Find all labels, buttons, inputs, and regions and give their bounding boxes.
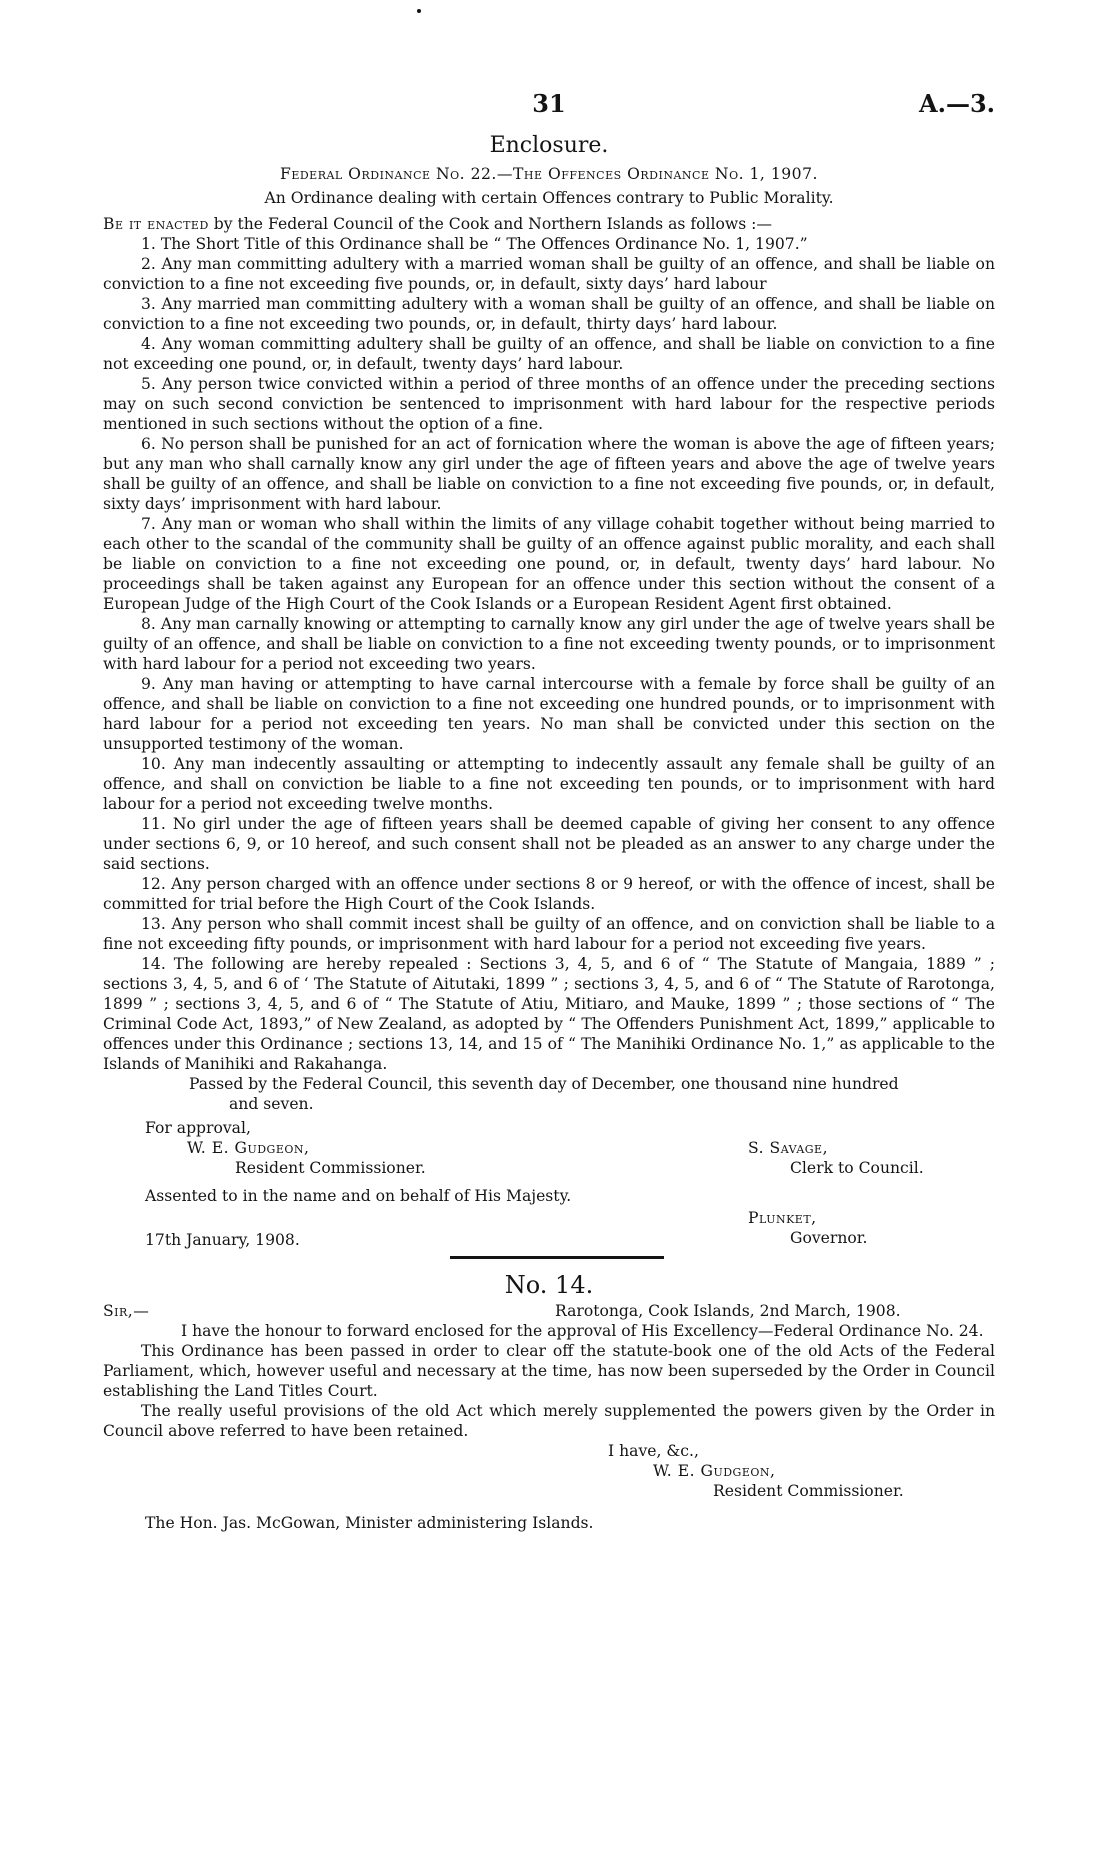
section-3: 3. Any married man committing adultery with a woman shall be guilty of an offence, and shall be liable on conviction to a fine not exceeding two pounds, or, in default, thirty days’ hard labour. [103,295,995,333]
commissioner-signature [145,1118,426,1178]
passed-line-continued: and seven. [229,1095,314,1113]
section-14: 14. The following are hereby repealed : Sections 3, 4, 5, and 6 of “ The Statute of Mangaia, 1889 ” ; sections 3, 4, 5, and 6 of ‘ The Statute of Aitutaki, 1899 ” ; sections 3, 4, 5, and 6 of “ The Statute of Rarotonga, 1899 ” ; sections 3, 4, 5, and 6 of “ The Statute of Atiu, Mitiaro, and Mauke, 1899 ” ; those sections of “ The Criminal Code Act, 1893,” of New Zealand, as adopted by “ The Offenders Punishment Act, 1899,” applicable to offences under this Ordinance ; sections 13, 14, and 15 of “ The Manihiki Ordinance No. 1,” as applicable to the Islands of Manihiki and Rakahanga. [103,955,995,1073]
letter-number: No. 14. [504,1271,594,1299]
section-10: 10. Any man indecently assaulting or attempting to indecently assault any female shall be guilty of an offence, and shall on conviction be liable to a fine not exceeding ten pounds, or to imprisonment with hard labour for a period not exceeding twelve months. [103,755,995,813]
section-13: 13. Any person who shall commit incest shall be guilty of an offence, and on conviction shall be liable to a fine not exceeding fifty pounds, or imprisonment with hard labour for a period not exceeding five years. [103,915,995,953]
assent-text: Assented to in the name and on behalf of His Majesty. [145,1187,572,1205]
clerk-title: Clerk to Council. [790,1159,924,1177]
closing-name: W. E. Gudgeon, [653,1462,776,1480]
closing-phrase: I have, &c., [608,1442,699,1460]
governor-signature [748,1208,867,1248]
section-divider [450,1256,664,1259]
assent-date: 17th January, 1908. [145,1231,300,1249]
letter-paragraph-1: I have the honour to forward enclosed for the approval of His Excellency—Federal Ordinance No. 24. [181,1322,984,1340]
section-1: 1. The Short Title of this Ordinance shall be “ The Offences Ordinance No. 1, 1907.” [141,235,808,253]
governor-name: Plunket, [748,1209,817,1227]
letter-paragraph-3: The really useful provisions of the old Act which merely supplemented the powers given by the Order in Council above referred to have been retained. [103,1402,995,1440]
ordinance-description: An Ordinance dealing with certain Offences contrary to Public Morality. [264,189,834,207]
section-2: 2. Any man committing adultery with a married woman shall be guilty of an offence, and shall be liable on conviction to a fine not exceeding five pounds, or, in default, sixty days’ hard labour [103,255,995,293]
section-12: 12. Any person charged with an offence under sections 8 or 9 hereof, or with the offence of incest, shall be committed for trial before the High Court of the Cook Islands. [103,875,995,913]
commissioner-title: Resident Commissioner. [235,1159,426,1177]
closing-title: Resident Commissioner. [713,1482,904,1500]
section-6: 6. No person shall be punished for an act of fornication where the woman is above the age of fifteen years; but any man who shall carnally know any girl under the age of fifteen years and above the age of twelve years shall be guilty of an offence, and shall be liable on conviction to a fine not exceeding five pounds, or, in default, sixty days’ imprisonment with hard labour. [103,435,995,513]
governor-title: Governor. [790,1229,868,1247]
section-5: 5. Any person twice convicted within a period of three months of an offence under the preceding sections may on such second conviction be sentenced to imprisonment with hard labour for the respective periods mentioned in such sections without the option of a fine. [103,375,995,433]
commissioner-name: W. E. Gudgeon, [187,1139,310,1157]
ordinance-heading: Federal Ordinance No. 22.—The Offences Ordinance No. 1, 1907. [280,165,818,183]
document-page [103,90,995,1533]
section-7: 7. Any man or woman who shall within the limits of any village cohabit together without being married to each other to the scandal of the community shall be guilty of an offence against public morality, and each shall be liable on conviction to a fine not exceeding one pound, or, in default, twenty days’ hard labour. No proceedings shall be taken against any European for an offence under this section without the consent of a European Judge of the High Court of the Cook Islands or a European Resident Agent first obtained. [103,515,995,613]
enacting-rest: by the Federal Council of the Cook and Northern Islands as follows :— [208,215,773,233]
addressee: The Hon. Jas. McGowan, Minister administering Islands. [145,1514,594,1532]
ordinance-sections [103,234,995,1074]
enacting-clause [103,214,995,234]
letter-closing [103,1441,995,1505]
assent-block [103,1187,995,1284]
section-8: 8. Any man carnally knowing or attempting to carnally know any girl under the age of twelve years shall be guilty of an offence, and shall be liable on conviction to a fine not exceeding twenty pounds, or to imprisonment with hard labour for a period not exceeding two years. [103,615,995,673]
letter-paragraph-2: This Ordinance has been passed in order to clear off the statute-book one of the old Acts of the Federal Parliament, which, however useful and necessary at the time, has now been superseded by the Order in Council establishing the Land Titles Court. [103,1342,995,1400]
enacting-words: Be it enacted [103,215,209,233]
clerk-signature [748,1138,924,1178]
section-4: 4. Any woman committing adultery shall be guilty of an offence, and shall be liable on conviction to a fine not exceeding one pound, or, in default, twenty days’ hard labour. [103,335,995,373]
enclosure-title: Enclosure. [489,133,609,158]
page-mark [417,9,421,13]
letter-place-date: Rarotonga, Cook Islands, 2nd March, 1908. [555,1302,901,1320]
salutation: Sir,— [103,1302,150,1320]
letter-heading [103,1301,995,1321]
page-header [103,90,995,130]
section-11: 11. No girl under the age of fifteen years shall be deemed capable of giving her consent to any offence under sections 6, 9, or 10 hereof, and such consent shall not be pleaded as an answer to any charge under the said sections. [103,815,995,873]
clerk-name: S. Savage, [748,1139,829,1157]
page-number: 31 [532,89,566,118]
for-approval: For approval, [145,1119,251,1137]
section-9: 9. Any man having or attempting to have carnal intercourse with a female by force shall be guilty of an offence, and shall be liable on conviction to a fine not exceeding one hundred pounds, or to imprisonment with hard labour for a period not exceeding ten years. No man shall be convicted under this section on the unsupported testimony of the woman. [103,675,995,753]
series-label: A.—3. [918,89,995,118]
passed-line: Passed by the Federal Council, this seventh day of December, one thousand nine hundred [189,1075,899,1093]
